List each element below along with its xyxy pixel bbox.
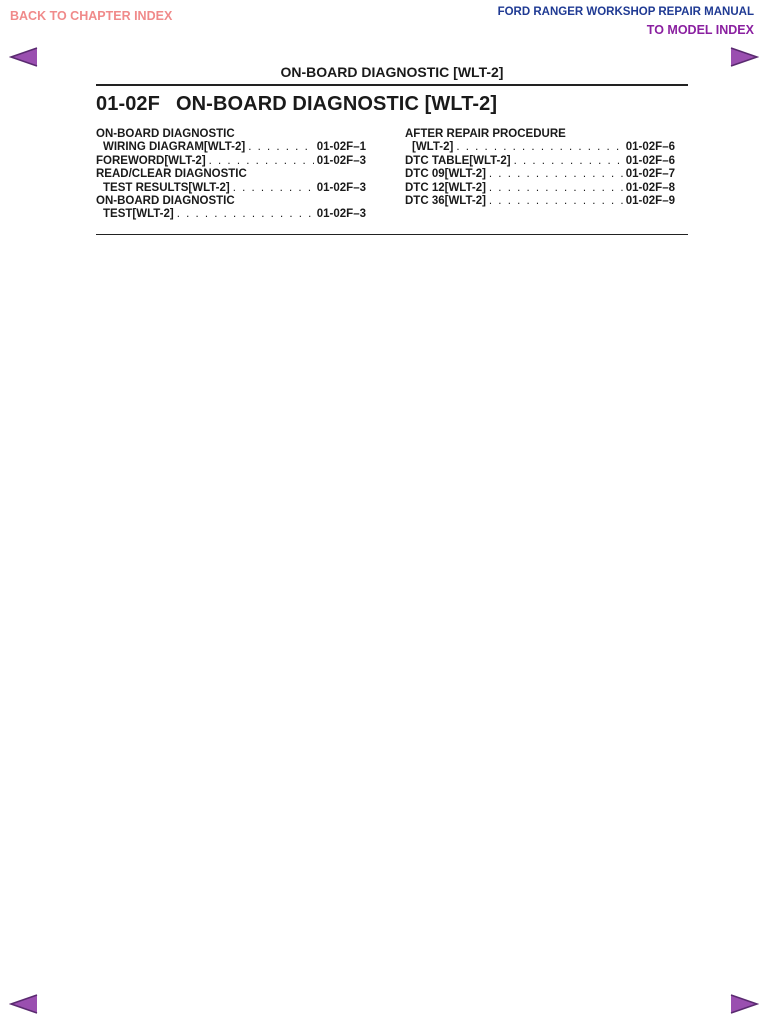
section-title-text: ON-BOARD DIAGNOSTIC [WLT-2] bbox=[175, 93, 498, 115]
toc-leader-dots bbox=[177, 208, 314, 221]
toc-entry-label: DTC TABLE[WLT-2] bbox=[405, 154, 511, 167]
toc-leader-dots bbox=[489, 182, 623, 195]
to-model-index-link[interactable]: TO MODEL INDEX bbox=[646, 23, 754, 37]
triangle-right-arrow-icon bbox=[729, 993, 759, 1015]
triangle-right-arrow-icon bbox=[729, 46, 759, 68]
toc-left-column bbox=[96, 128, 366, 222]
toc-entry-page: 01-02F–3 bbox=[316, 181, 366, 194]
toc-leader-dots bbox=[514, 155, 623, 168]
section-code: 01-02F bbox=[96, 93, 160, 115]
toc-entry-label: FOREWORD[WLT-2] bbox=[96, 154, 206, 167]
toc-entry[interactable] bbox=[405, 155, 675, 168]
running-header: ON-BOARD DIAGNOSTIC [WLT-2] bbox=[280, 64, 504, 80]
toc-leader-dots bbox=[248, 141, 314, 154]
toc-leader-dots bbox=[209, 155, 314, 168]
prev-page-button-top[interactable] bbox=[9, 46, 39, 68]
toc-entry-label: TEST RESULTS[WLT-2] bbox=[103, 181, 230, 194]
toc-entry[interactable] bbox=[405, 141, 675, 154]
toc-entry[interactable] bbox=[405, 182, 675, 195]
toc-entry-page: 01-02F–9 bbox=[625, 195, 675, 208]
section-title bbox=[96, 93, 497, 116]
toc-entry[interactable] bbox=[96, 141, 366, 154]
toc-leader-dots bbox=[233, 182, 314, 195]
toc-entry[interactable] bbox=[96, 182, 366, 195]
toc-entry-page: 01-02F–8 bbox=[625, 181, 675, 194]
toc-entry-page: 01-02F–7 bbox=[625, 168, 675, 181]
toc-group-heading: READ/CLEAR DIAGNOSTIC bbox=[96, 168, 247, 181]
prev-page-button-bottom[interactable] bbox=[9, 993, 39, 1015]
triangle-left-arrow-icon bbox=[9, 993, 39, 1015]
toc-entry-label: TEST[WLT-2] bbox=[103, 208, 174, 221]
toc-entry-page: 01-02F–6 bbox=[625, 141, 675, 154]
triangle-left-arrow-icon bbox=[9, 46, 39, 68]
toc-entry-label: DTC 09[WLT-2] bbox=[405, 168, 486, 181]
toc-entry-page: 01-02F–6 bbox=[625, 154, 675, 167]
toc-leader-dots bbox=[456, 141, 622, 154]
toc-group-heading: ON-BOARD DIAGNOSTIC bbox=[96, 128, 235, 140]
toc-entry-label: [WLT-2] bbox=[412, 141, 454, 154]
header-rule bbox=[96, 84, 688, 86]
back-to-chapter-index-link[interactable]: BACK TO CHAPTER INDEX bbox=[10, 9, 173, 23]
next-page-button-top[interactable] bbox=[729, 46, 759, 68]
toc-entry[interactable] bbox=[405, 195, 675, 208]
toc-leader-dots bbox=[489, 168, 623, 181]
toc-entry-label: DTC 12[WLT-2] bbox=[405, 181, 486, 194]
toc-entry[interactable] bbox=[96, 208, 366, 221]
toc-entry-label: WIRING DIAGRAM[WLT-2] bbox=[103, 141, 246, 154]
toc-entry[interactable] bbox=[96, 155, 366, 168]
toc-entry-label: DTC 36[WLT-2] bbox=[405, 195, 486, 208]
toc-entry-page: 01-02F–3 bbox=[316, 154, 366, 167]
toc-entry-page: 01-02F–3 bbox=[316, 208, 366, 221]
toc-right-column bbox=[405, 128, 675, 208]
toc-group-heading: ON-BOARD DIAGNOSTIC bbox=[96, 195, 235, 208]
toc-bottom-rule bbox=[96, 234, 688, 235]
toc-entry[interactable] bbox=[405, 168, 675, 181]
manual-title: FORD RANGER WORKSHOP REPAIR MANUAL bbox=[497, 6, 754, 18]
toc-group-heading: AFTER REPAIR PROCEDURE bbox=[405, 128, 566, 140]
toc-leader-dots bbox=[489, 195, 623, 208]
next-page-button-bottom[interactable] bbox=[729, 993, 759, 1015]
toc-entry-page: 01-02F–1 bbox=[316, 141, 366, 154]
